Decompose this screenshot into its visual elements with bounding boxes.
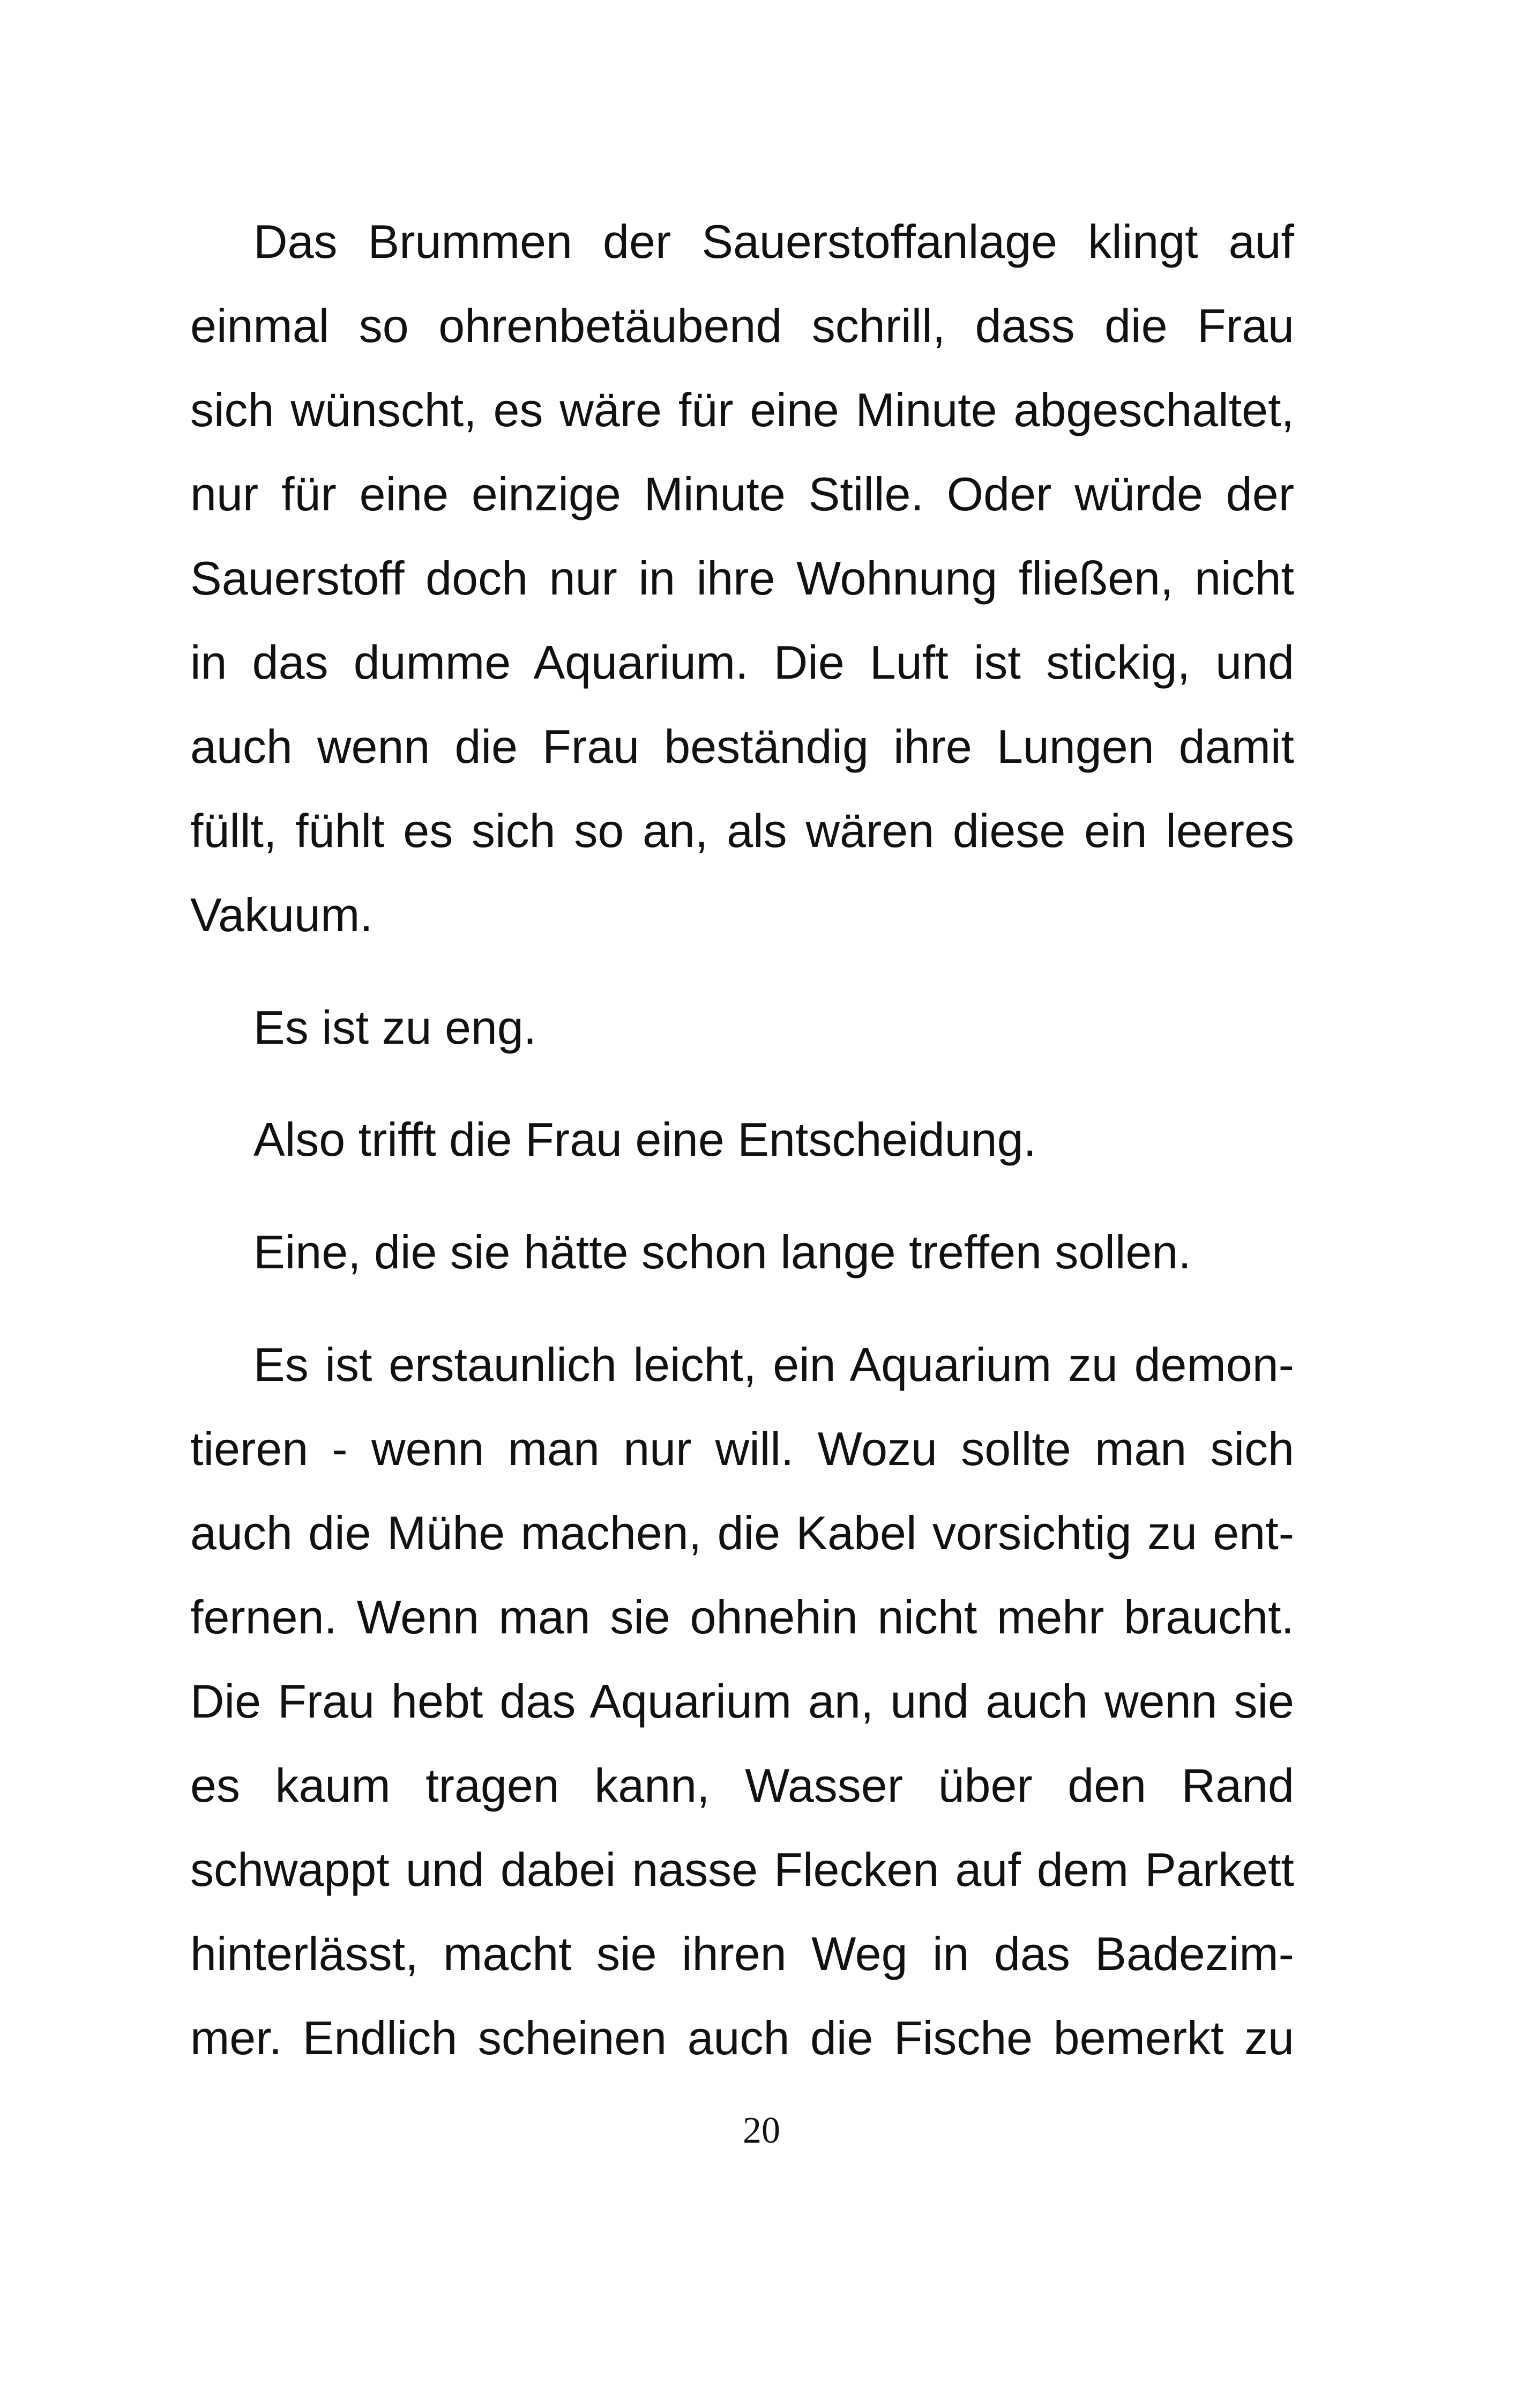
paragraph-1-line-7: auch wenn die Frau beständig ihre Lungen damit	[190, 720, 1294, 773]
paragraph-5-line-9: mer. Endlich scheinen auch die Fische bemerkt zu	[190, 2011, 1294, 2064]
paragraph-5-line-6: es kaum tragen kann, Wasser über den Rand	[190, 1759, 1294, 1812]
paragraph-1-line-3: sich wünscht, es wäre für eine Minute abgeschaltet,	[190, 383, 1294, 436]
paragraph-1-line-9: Vakuum.	[190, 888, 373, 941]
paragraph-2-line-1: Es ist zu eng.	[253, 1001, 537, 1054]
paragraph-5-line-4: fernen. Wenn man sie ohnehin nicht mehr braucht.	[190, 1591, 1294, 1644]
paragraph-5-line-8: hinterlässt, macht sie ihren Weg in das Badezim-	[190, 1927, 1294, 1980]
paragraph-1-line-2: einmal so ohrenbetäubend schrill, dass die Frau	[190, 299, 1294, 352]
paragraph-5-line-2: tieren - wenn man nur will. Wozu sollte man sich	[190, 1422, 1294, 1475]
paragraph-1-line-8: füllt, fühlt es sich so an, als wären diese ein leeres	[190, 804, 1294, 857]
paragraph-1-line-4: nur für eine einzige Minute Stille. Oder würde der	[190, 467, 1294, 521]
page-number: 20	[743, 2110, 780, 2151]
paragraph-5-line-7: schwappt und dabei nasse Flecken auf dem Parkett	[190, 1843, 1294, 1896]
paragraph-1-line-5: Sauerstoff doch nur in ihre Wohnung fließen, nicht	[190, 552, 1294, 605]
paragraph-3-line-1: Also trifft die Frau eine Entscheidung.	[253, 1113, 1036, 1166]
paragraph-1-line-1: Das Brummen der Sauerstoffanlage klingt auf	[253, 215, 1294, 268]
paragraph-4-line-1: Eine, die sie hätte schon lange treffen sollen.	[253, 1225, 1191, 1279]
paragraph-5-line-5: Die Frau hebt das Aquarium an, und auch wenn sie	[190, 1675, 1294, 1728]
paragraph-5-line-1: Es ist erstaunlich leicht, ein Aquarium zu demon-	[253, 1338, 1294, 1391]
paragraph-5-line-3: auch die Mühe machen, die Kabel vorsichtig zu ent-	[190, 1506, 1294, 1559]
paragraph-1-line-6: in das dumme Aquarium. Die Luft ist stickig, und	[190, 636, 1294, 689]
